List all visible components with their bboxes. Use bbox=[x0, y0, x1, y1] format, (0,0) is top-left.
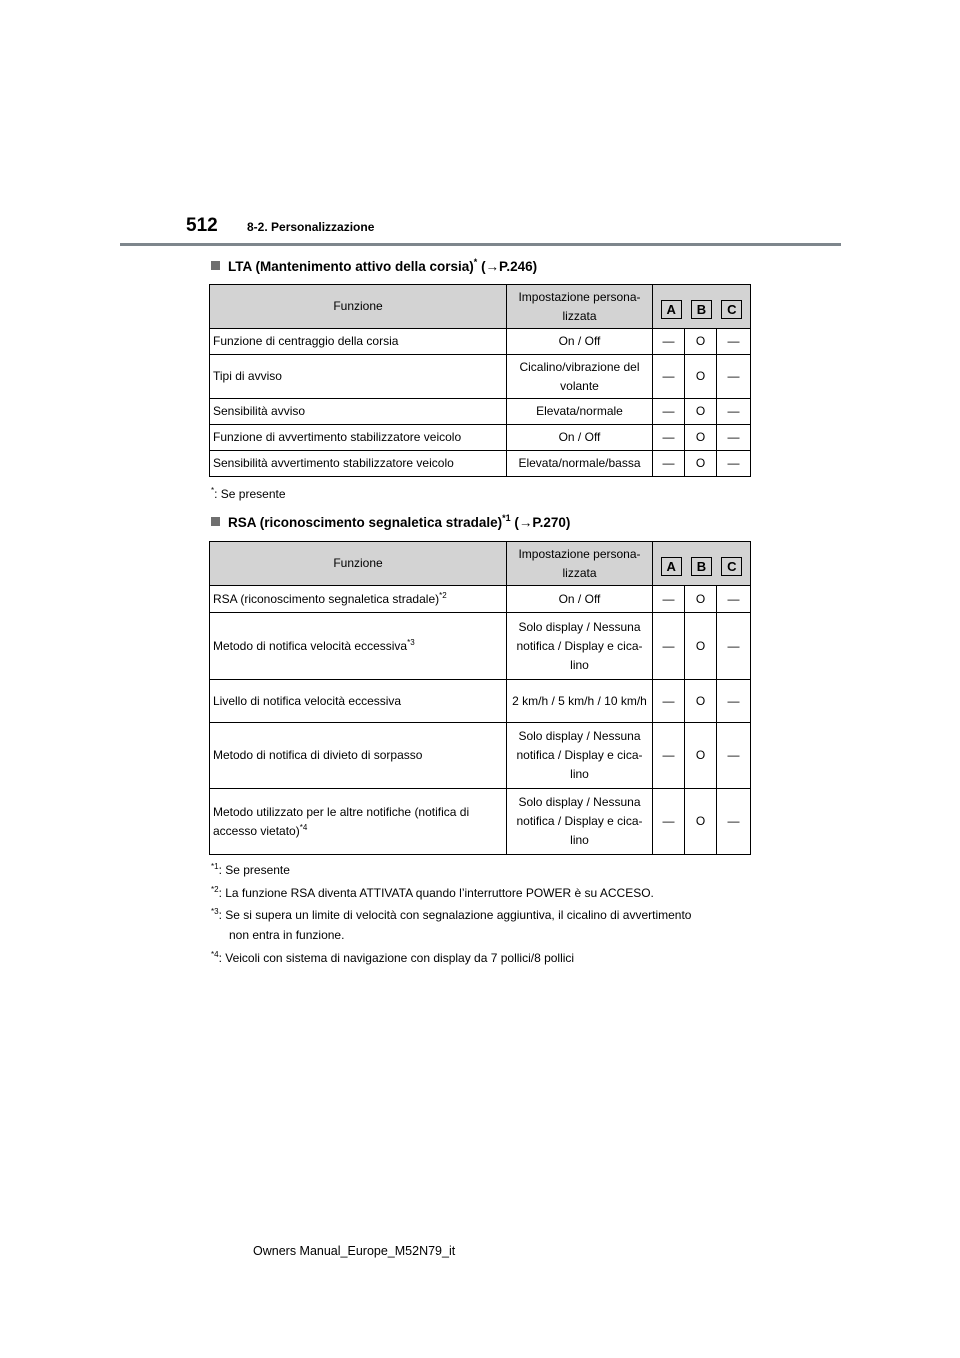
rsa-footnote-1 bbox=[211, 860, 290, 880]
setting-cell: On / Off bbox=[507, 329, 653, 355]
cell-c: — bbox=[717, 789, 751, 855]
footnote-text: : Veicoli con sistema di navigazione con display da 7 pollici/8 pollici bbox=[218, 951, 575, 965]
cell-b: O bbox=[685, 425, 717, 451]
footnote-text: : Se presente bbox=[214, 487, 286, 501]
function-text: Metodo di notifica velocità eccessiva bbox=[213, 638, 408, 653]
cell-c: — bbox=[717, 680, 751, 723]
column-a-icon: A bbox=[661, 300, 682, 319]
page-number: 512 bbox=[186, 215, 218, 236]
footnote-mark: *1 bbox=[211, 862, 219, 871]
table-row bbox=[210, 789, 751, 855]
cell-c: — bbox=[717, 723, 751, 789]
lta-footnote bbox=[211, 484, 286, 504]
function-text: Metodo di notifica di divieto di sorpasso bbox=[213, 748, 423, 762]
cell-c: — bbox=[717, 451, 751, 477]
col-abc-header bbox=[653, 542, 751, 586]
function-text: RSA (riconoscimento segnaletica stradale) bbox=[213, 591, 440, 606]
table-row bbox=[210, 451, 751, 477]
setting-cell: Solo display / Nessuna notifica / Display e cica-lino bbox=[507, 789, 653, 855]
cell-b: O bbox=[685, 586, 717, 613]
col-setting-header: Impostazione persona-lizzata bbox=[507, 542, 653, 586]
setting-cell: Elevata/normale/bassa bbox=[507, 451, 653, 477]
col-function-header: Funzione bbox=[210, 542, 507, 586]
function-sup: *2 bbox=[439, 590, 447, 600]
setting-cell: On / Off bbox=[507, 586, 653, 613]
header-divider bbox=[120, 243, 841, 246]
table-header-row bbox=[210, 542, 751, 586]
cell-b: O bbox=[685, 399, 717, 425]
lta-heading bbox=[211, 258, 537, 276]
function-cell bbox=[210, 680, 507, 723]
function-cell: Sensibilità avvertimento stabilizzatore veicolo bbox=[210, 451, 507, 477]
setting-cell: Cicalino/vibrazione del volante bbox=[507, 355, 653, 399]
col-function-header: Funzione bbox=[210, 285, 507, 329]
lta-heading-sup: * bbox=[473, 257, 478, 267]
rsa-heading-sup: *1 bbox=[502, 513, 511, 523]
footnote-text: : Se si supera un limite di velocità con segnalazione aggiuntiva, il cicalino di avvertimento bbox=[218, 908, 692, 922]
cell-a: — bbox=[653, 586, 685, 613]
cell-c: — bbox=[717, 586, 751, 613]
cell-c: — bbox=[717, 399, 751, 425]
cell-c: — bbox=[717, 355, 751, 399]
rsa-footnote-4 bbox=[211, 948, 574, 968]
cell-a: — bbox=[653, 613, 685, 680]
table-row bbox=[210, 425, 751, 451]
cell-c: — bbox=[717, 425, 751, 451]
table-row bbox=[210, 613, 751, 680]
rsa-footnote-3 bbox=[211, 905, 691, 945]
table-row bbox=[210, 680, 751, 723]
footnote-continuation: non entra in funzione. bbox=[229, 928, 345, 942]
cell-a: — bbox=[653, 355, 685, 399]
function-cell: Tipi di avviso bbox=[210, 355, 507, 399]
function-sup: *3 bbox=[407, 637, 415, 647]
cell-b: O bbox=[685, 355, 717, 399]
setting-cell: Elevata/normale bbox=[507, 399, 653, 425]
column-c-icon: C bbox=[721, 300, 742, 319]
rsa-footnote-2 bbox=[211, 883, 654, 903]
function-text: Metodo utilizzato per le altre notifiche (notifica di accesso vietato) bbox=[213, 804, 470, 838]
footnote-mark: *4 bbox=[211, 950, 219, 959]
cell-b: O bbox=[685, 451, 717, 477]
function-cell: Funzione di avvertimento stabilizzatore veicolo bbox=[210, 425, 507, 451]
footnote-mark: * bbox=[211, 486, 215, 495]
rsa-heading-text: RSA (riconoscimento segnaletica stradale) bbox=[228, 515, 503, 530]
function-cell: Sensibilità avviso bbox=[210, 399, 507, 425]
cell-a: — bbox=[653, 425, 685, 451]
table-row bbox=[210, 329, 751, 355]
setting-cell: 2 km/h / 5 km/h / 10 km/h bbox=[507, 680, 653, 723]
table-header-row bbox=[210, 285, 751, 329]
column-a-icon: A bbox=[661, 557, 682, 576]
bullet-square-icon bbox=[211, 517, 220, 526]
function-text: Livello di notifica velocità eccessiva bbox=[213, 693, 402, 708]
section-title: 8-2. Personalizzazione bbox=[247, 220, 375, 234]
column-b-icon: B bbox=[691, 300, 712, 319]
function-cell bbox=[210, 613, 507, 680]
lta-table bbox=[209, 284, 751, 477]
setting-cell: Solo display / Nessuna notifica / Display e cica-lino bbox=[507, 723, 653, 789]
cell-a: — bbox=[653, 329, 685, 355]
footnote-mark: *2 bbox=[211, 885, 219, 894]
function-cell bbox=[210, 723, 507, 789]
rsa-table bbox=[209, 541, 751, 855]
table-row bbox=[210, 723, 751, 789]
setting-cell: Solo display / Nessuna notifica / Display e cica-lino bbox=[507, 613, 653, 680]
cell-a: — bbox=[653, 399, 685, 425]
footer-text: Owners Manual_Europe_M52N79_it bbox=[253, 1244, 456, 1258]
col-abc-header bbox=[653, 285, 751, 329]
rsa-heading-ref: (→P.270) bbox=[514, 515, 571, 530]
table-row bbox=[210, 399, 751, 425]
cell-a: — bbox=[653, 680, 685, 723]
footnote-text: : La funzione RSA diventa ATTIVATA quando l’interruttore POWER è su ACCESO. bbox=[218, 886, 654, 900]
cell-c: — bbox=[717, 329, 751, 355]
cell-b: O bbox=[685, 723, 717, 789]
function-cell: Funzione di centraggio della corsia bbox=[210, 329, 507, 355]
table-row bbox=[210, 355, 751, 399]
footnote-mark: *3 bbox=[211, 907, 219, 916]
footnote-text: : Se presente bbox=[218, 863, 290, 877]
setting-cell: On / Off bbox=[507, 425, 653, 451]
column-b-icon: B bbox=[691, 557, 712, 576]
cell-b: O bbox=[685, 789, 717, 855]
bullet-square-icon bbox=[211, 261, 220, 270]
cell-b: O bbox=[685, 329, 717, 355]
lta-heading-ref: (→P.246) bbox=[481, 259, 538, 274]
col-setting-header: Impostazione persona-lizzata bbox=[507, 285, 653, 329]
table-row bbox=[210, 586, 751, 613]
column-c-icon: C bbox=[721, 557, 742, 576]
cell-a: — bbox=[653, 723, 685, 789]
cell-b: O bbox=[685, 680, 717, 723]
function-cell bbox=[210, 789, 507, 855]
lta-heading-text: LTA (Mantenimento attivo della corsia) bbox=[228, 259, 474, 274]
rsa-heading bbox=[211, 514, 570, 532]
cell-b: O bbox=[685, 613, 717, 680]
function-cell bbox=[210, 586, 507, 613]
function-sup: *4 bbox=[299, 822, 308, 832]
cell-c: — bbox=[717, 613, 751, 680]
cell-a: — bbox=[653, 451, 685, 477]
cell-a: — bbox=[653, 789, 685, 855]
